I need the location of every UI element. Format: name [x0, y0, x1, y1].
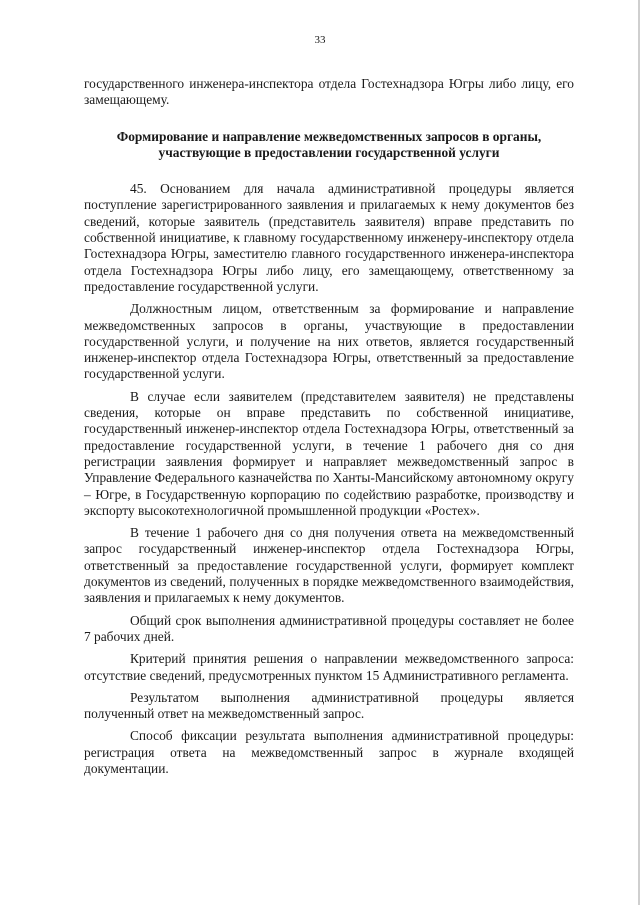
paragraph-responsible-person: Должностным лицом, ответственным за формирование и направление межведомственных запросов в органы, участвующие в предоставлении государственной услуги, и получение на них ответов, является государственный инженер-инспектор отдела Гостехнадзора Югры, ответственный за предоставление государственной услуги. [84, 301, 574, 382]
paragraph-45: 45. Основанием для начала административной процедуры является поступление зарегистрированного заявления и прилагаемых к нему документов без сведений, которые заявитель (представитель заявителя) вправе представить по собственной инициативе, к главному государственному инженеру-инспектору отдела Гостехнадзора Югры, заместителю главного государственного инженера-инспектора отдела Гостехнадзора Югры либо лицу, его замещающему, ответственному за предоставление государственной услуги. [84, 181, 574, 294]
paragraph-request-case: В случае если заявителем (представителем заявителя) не представлены сведения, которые он вправе представить по собственной инициативе, государственный инженер-инспектор отдела Гостехнадзора Югры, ответственный за предоставление государственной услуги, в течение 1 рабочего дня со дня регистрации заявления формирует и направляет межведомственный запрос в Управление Федерального казначейства по Ханты-Мансийскому автономному округу – Югре, в Государственную корпорацию по содействию разработке, производству и экспорту высокотехнологичной промышленной продукции «Ростех». [84, 388, 574, 518]
paragraph-response-handling: В течение 1 рабочего дня со дня получения ответа на межведомственный запрос государственный инженер-инспектор отдела Гостехнадзора Югры, ответственный за предоставление государственной услуги, формирует комплект документов из сведений, полученных в порядке межведомственного взаимодействия, заявления и прилагаемых к нему документов. [84, 525, 574, 606]
paragraph-fixation-method: Способ фиксации результата выполнения административной процедуры: регистрация ответа на межведомственный запрос в журнале входящей документации. [84, 728, 574, 776]
section-heading: Формирование и направление межведомственных запросов в органы, участвующие в предоставлении государственной услуги [116, 128, 542, 160]
document-body [84, 76, 574, 777]
paragraph-decision-criterion: Критерий принятия решения о направлении межведомственного запроса: отсутствие сведений, предусмотренных пунктом 15 Административного регламента. [84, 651, 574, 683]
paragraph-result: Результатом выполнения административной процедуры является полученный ответ на межведомственный запрос. [84, 689, 574, 722]
page-number: 33 [314, 34, 326, 46]
intro-paragraph: государственного инженера-инспектора отдела Гостехнадзора Югры либо лицу, его замещающему. [84, 76, 574, 108]
paragraph-total-term: Общий срок выполнения административной процедуры составляет не более 7 рабочих дней. [84, 612, 574, 644]
